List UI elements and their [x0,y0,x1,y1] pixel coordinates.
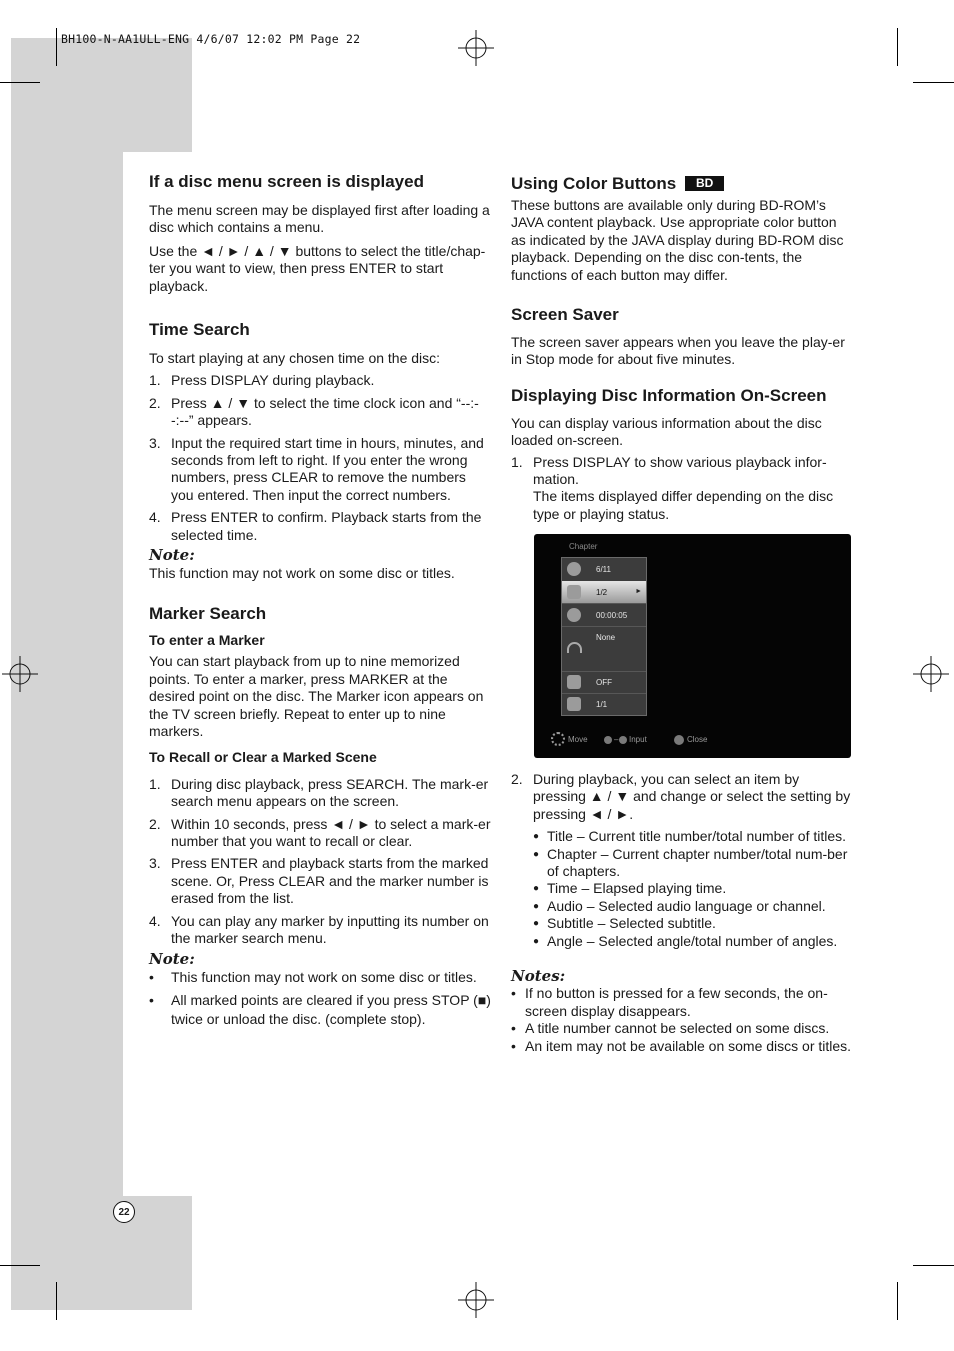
subheading: To Recall or Clear a Marked Scene [149,749,377,766]
left-column [149,172,491,1028]
crop-mark [913,82,954,83]
right-column [511,174,853,523]
note-heading: Note: [149,546,195,565]
info-item: ● Time – Elapsed playing time. [533,880,727,897]
registration-mark [913,656,949,692]
crop-mark [913,1265,954,1266]
crop-mark [56,1282,57,1320]
paragraph: These buttons are available only during BD-ROM’s JAVA content playback. Use appropriate color button as indicated by the JAVA display during BD-ROM disc playback. Depending on the disc con-tents, the functions of each button may differ. [511,197,844,283]
return-icon [674,735,684,745]
disc-icon [567,562,581,576]
heading-disc-info: Displaying Disc Information On-Screen [511,385,827,405]
list-item: 1. Press DISPLAY to show various playback infor-mation. The items displayed differ depending on the disc type or playing status. [511,453,834,522]
osd-row-subtitle[interactable]: OFF [562,672,646,694]
arrow-right-icon: ► [635,588,642,595]
list-item: 4. You can play any marker by inputting its number on the marker search menu. [149,912,489,946]
heading-screen-saver: Screen Saver [511,305,619,325]
list-item: 1. Press DISPLAY during playback. [149,372,375,389]
number-icon [604,736,612,744]
list-item: 2. Press ▲ / ▼ to select the time clock icon and “--:--:--” appears. [149,394,479,429]
heading-time-search: Time Search [149,320,250,340]
osd-move-label: Move [568,735,588,744]
osd-row-audio[interactable]: None [562,627,646,672]
list-item: 2. Within 10 seconds, press ◄ / ► to select a mark-er number that you want to recall or clear. [149,815,491,849]
osd-close-label: Close [687,735,708,744]
list-item: 1. During disc playback, press SEARCH. The mark-er search menu appears on the screen. [149,775,489,810]
note-item: • A title number cannot be selected on some discs. [511,1020,830,1037]
paragraph: The menu screen may be displayed first after loading a disc which contains a menu. [149,202,490,236]
crop-mark [897,1282,898,1320]
clock-icon [567,608,581,622]
info-item: ● Chapter – Current chapter number/total num-ber of chapters. [533,845,848,880]
bd-badge: BD [685,176,724,191]
subtitle-icon [567,675,581,689]
note-item: • This function may not work on some disc or titles. [149,968,477,985]
gray-margin-top [11,38,192,152]
note-item: • All marked points are cleared if you press STOP (■) twice or unload the disc. (complete stop). [149,992,491,1027]
osd-dash: – [614,735,619,744]
osd-row-chapter[interactable]: 1/2 ► [562,581,646,604]
paragraph: The screen saver appears when you leave the play-er in Stop mode for about five minutes. [511,334,845,368]
heading-color-buttons: Using Color Buttons BD [511,174,853,194]
headphones-icon [567,642,582,653]
note-heading: Note: [149,950,195,969]
osd-input-label: Input [629,735,647,744]
paragraph: Use the ◄ / ► / ▲ / ▼ buttons to select the title/chap-ter you want to view, then press ENTER to start playback. [149,242,486,294]
osd-title: Chapter [569,542,598,551]
camera-icon [567,697,581,711]
crop-mark [0,1265,40,1266]
crop-mark [897,28,898,66]
list-item: 3. Press ENTER and playback starts from the marked scene. Or, Press CLEAR and the marker number is erased from the list. [149,855,489,907]
number-icon [619,736,627,744]
print-header: BH100-N-AA1ULL-ENG 4/6/07 12:02 PM Page 22 [61,32,361,46]
info-items [533,828,853,950]
subheading: To enter a Marker [149,631,265,648]
list-item: 4. Press ENTER to confirm. Playback starts from the selected time. [149,509,482,543]
list-item: 3. Input the required start time in hours, minutes, and seconds from left to right. If you enter the wrong numbers, press CLEAR to remove the numbers you entered. Then input the correct numbers. [149,434,484,503]
osd-row-title[interactable]: 6/11 [562,558,646,582]
registration-mark [2,656,38,692]
note-item: • An item may not be available on some discs or titles. [511,1037,852,1054]
crop-mark [0,82,40,83]
gray-margin-bottom [11,1196,192,1310]
osd-menu-panel [561,557,647,716]
page-number: 22 [113,1201,135,1223]
info-item: ● Title – Current title number/total number of titles. [533,828,847,845]
paragraph: To start playing at any chosen time on the disc: [149,350,441,367]
right-column-lower [511,771,853,1055]
osd-row-angle[interactable]: 1/1 [562,694,646,715]
osd-screenshot [534,534,851,758]
notes-heading: Notes: [511,967,566,986]
note-item: • If no button is pressed for a few seconds, the on-screen display disappears. [511,985,828,1019]
list-item: 2. During playback, you can select an item by pressing ▲ / ▼ and change or select the setting by pressing ◄ / ►. [511,771,851,822]
crop-mark [56,28,57,66]
registration-mark [458,30,494,66]
info-item: ● Audio – Selected audio language or channel. [533,897,826,914]
heading-marker-search: Marker Search [149,603,267,623]
move-icon [551,732,565,746]
registration-mark [458,1282,494,1318]
info-item: ● Angle – Selected angle/total number of angles. [533,932,838,949]
osd-row-time[interactable]: 00:00:05 [562,604,646,627]
chapter-icon [567,585,581,599]
paragraph: You can start playback from up to nine memorized points. To enter a marker, press MARKER at the desired point on the disc. The Marker icon appears on the TV screen briefly. Repeat to enter up to nine markers. [149,653,484,739]
paragraph: You can display various information about the disc loaded on-screen. [511,414,822,449]
info-item: ● Subtitle – Selected subtitle. [533,915,716,932]
heading-disc-menu: If a disc menu screen is displayed [149,172,424,191]
note-text: This function may not work on some disc or titles. [149,564,455,581]
